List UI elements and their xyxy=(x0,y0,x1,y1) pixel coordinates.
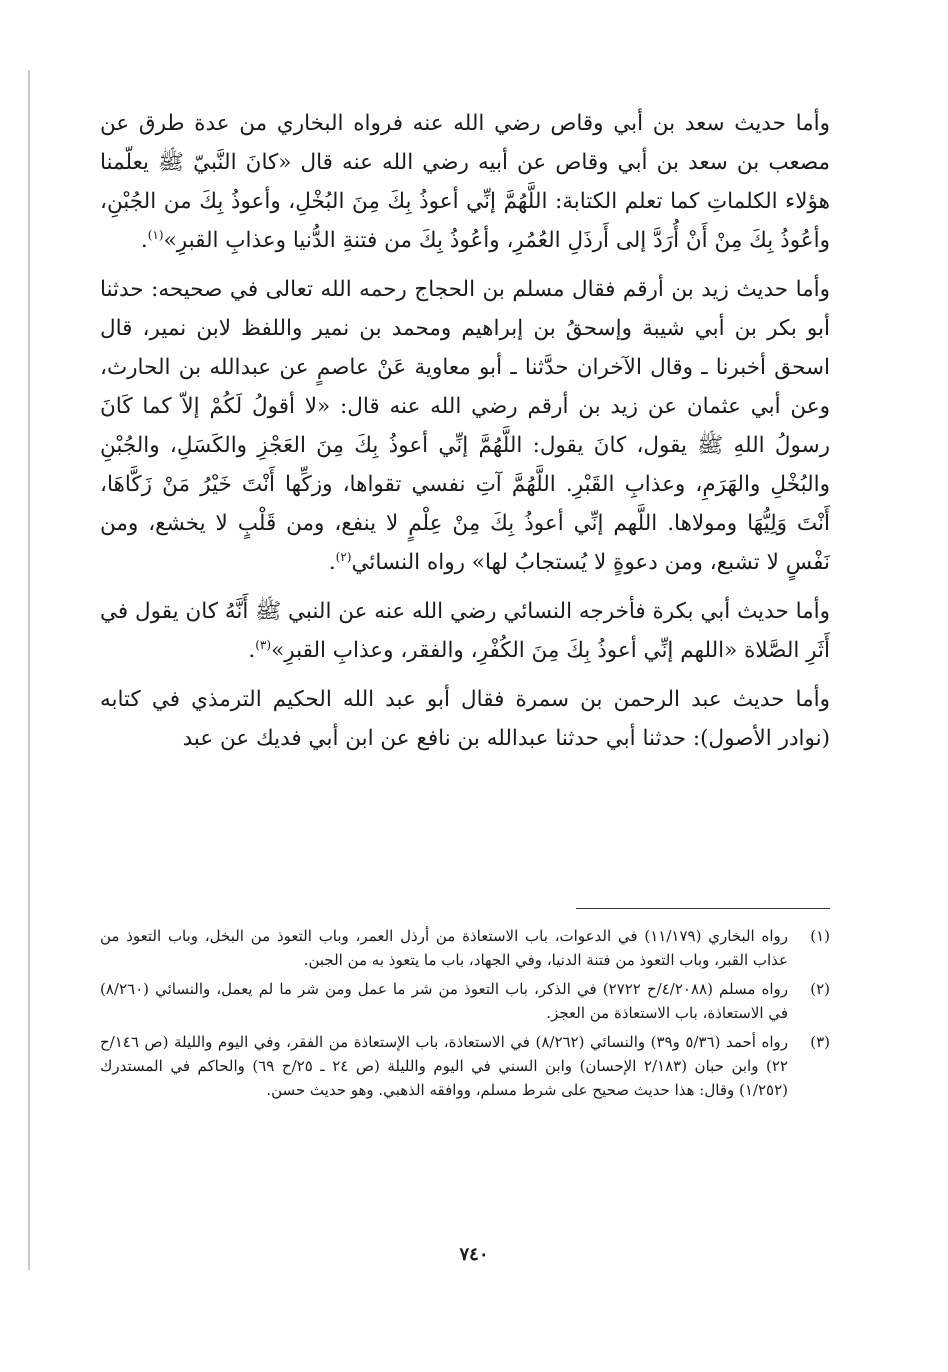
paragraph-tail: . xyxy=(328,550,336,575)
footnote-text: رواه البخاري (١١/١٧٩) في الدعوات، باب الاستعاذة من أرذل العمر، وباب التعوذ من البخل، وباب التعوذ من عذاب القبر، وباب التعوذ من فتنة الدنيا، وفي الجهاد، باب ما يتعوذ به من الجبن. xyxy=(100,927,789,969)
footnote-ref[interactable]: (٣) xyxy=(255,637,272,652)
footnote-item xyxy=(100,924,830,972)
paragraph-abubakra-hadith xyxy=(100,592,830,670)
paragraph-zaid-hadith xyxy=(100,270,830,582)
paragraph-text: وأما حديث عبد الرحمن بن سمرة فقال أبو عبد الله الحكيم الترمذي في كتابه (نوادر الأصول): حدثنا أبي حدثنا عبدالله بن نافع عن ابن أبي فديك عن عبد xyxy=(100,687,830,751)
footnote-separator xyxy=(576,908,830,909)
footnote-ref[interactable]: (٢) xyxy=(335,549,352,564)
page-number: ٧٤٠ xyxy=(459,1244,489,1265)
paragraph-saad-hadith xyxy=(100,104,830,260)
footnote-item xyxy=(100,977,830,1025)
paragraph-text: وأما حديث أبي بكرة فأخرجه النسائي رضي الله عنه عن النبي ﷺ أَنَّهُ كان يقول في أَثَرِ الصَّلاة «اللهم إنِّي أعوذُ بِكَ مِنَ الكُفْرِ، والفقر، وعذابِ القبرِ» xyxy=(100,599,830,663)
footnotes xyxy=(100,924,830,1107)
paragraph-tail: . xyxy=(140,228,148,253)
footnote-number: (٢) xyxy=(810,980,830,998)
footnote-number: (١) xyxy=(810,927,830,945)
footnote-item xyxy=(100,1030,830,1102)
paragraph-text: وأما حديث سعد بن أبي وقاص رضي الله عنه فرواه البخاري من عدة طرق عن مصعب بن سعد بن أبي وقاص عن أبيه رضي الله عنه قال «كانَ النَّبيّ ﷺ يعلّمنا هؤلاء الكلماتِ كما تعلم الكتابة: اللَّهُمَّ إنِّي أعوذُ بِكَ مِنَ البُخْلِ، وأعوذُ بِكَ من الجُبْنِ، وأعُوذُ بِكَ مِنْ أَنْ أُرَدَّ إلى أَرذَلِ العُمُرِ، وأعُوذُ بِكَ من فتنةِ الدُّنيا وعذابِ القبرِ» xyxy=(100,111,830,253)
paragraph-text: وأما حديث زيد بن أرقم فقال مسلم بن الحجاج رحمه الله تعالى في صحيحه: حدثنا أبو بكر بن أبي شيبة وإسحقُ بن إبراهيم ومحمد بن نمير واللفظ لابن نمير، قال اسحق أخبرنا ـ وقال الآخران حدَّثنا ـ أبو معاوية عَنْ عاصمٍ عن عبدالله بن الحارث، وعن أبي عثمان عن زيد بن أرقم رضي الله عنه قال: «لا أقولُ لَكُمْ إلاّ كما كَانَ رسولُ اللهِ ﷺ يقول، كانَ يقول: اللَّهُمَّ إنِّي أعوذُ بِكَ مِنَ العَجْزِ والكَسَلِ، والجُبْنِ والبُخْلِ والهَرَمِ، وعذابِ القَبْرِ. اللَّهُمَّ آتِ نفسي تقواها، وزكِّها أَنْتَ خَيْرُ مَنْ زَكَّاهَا، أَنْتَ وَلِيُّهَا ومولاها. اللَّهم إنِّي أعوذُ بِكَ مِنْ عِلْمٍ لا ينفع، ومن قَلْبٍ لا يخشع، ومن نَفْسٍ لا تشبع، ومن دعوةٍ لا يُستجابُ لها» رواه النسائي xyxy=(100,277,830,575)
footnote-number: (٣) xyxy=(810,1033,830,1051)
paragraph-tail: . xyxy=(248,638,256,663)
footnote-ref[interactable]: (١) xyxy=(147,227,164,242)
main-text xyxy=(100,104,830,768)
page-binding-edge xyxy=(28,70,30,1270)
footnote-text: رواه أحمد (٥/٣٦ و٣٩) والنسائي (٨/٢٦٢) في الاستعاذة، باب الإستعاذة من الفقر، وفي اليوم والليلة (ص ١٤٦/ح ٢٢) وابن حبان (٢/١٨٣ الإحسان) وابن السني في اليوم والليلة (ص ٢٤ ـ ٢٥/ح ٦٩) والحاكم في المستدرك (١/٢٥٢) وقال: هذا حديث صحيح على شرط مسلم، ووافقه الذهبي. وهو حديث حسن. xyxy=(100,1033,788,1099)
footnote-text: رواه مسلم (٤/٢٠٨٨/ح ٢٧٢٢) في الذكر، باب التعوذ من شر ما عمل ومن شر ما لم يعمل، والنسائي (٨/٢٦٠) في الاستعاذة، باب الاستعاذة من العجز. xyxy=(100,980,788,1022)
paragraph-abdulrahman-hadith xyxy=(100,680,830,758)
